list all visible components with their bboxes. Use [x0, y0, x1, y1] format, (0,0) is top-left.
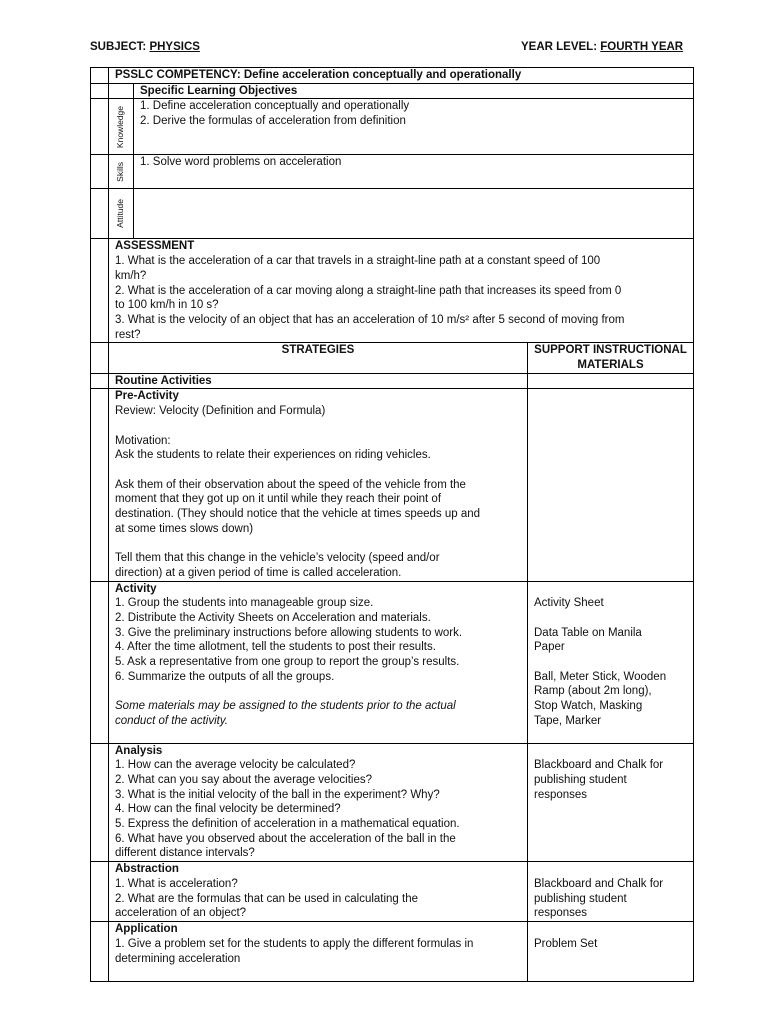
margin-cell: [91, 99, 109, 155]
routine-label: Routine Activities: [109, 373, 528, 389]
conclusion-line: direction) at a given period of time is called acceleration.: [115, 566, 402, 579]
margin-cell: [91, 922, 109, 982]
attitude-row: [91, 189, 694, 239]
pre-activity-title: Pre-Activity: [115, 390, 179, 403]
abstraction-question: 2. What are the formulas that can be used in calculating the: [115, 892, 419, 905]
abstraction-question: 1. What is acceleration?: [115, 877, 238, 890]
skills-row: [91, 155, 694, 189]
analysis-question: 2. What can you say about the average velocities?: [115, 773, 372, 786]
activity-title: Activity: [115, 582, 157, 595]
subject-value: PHYSICS: [149, 41, 200, 53]
material-activity-sheet: Activity Sheet: [534, 597, 604, 610]
activity-row: [91, 581, 694, 743]
analysis-question: 1. How can the average velocity be calculated?: [115, 759, 356, 772]
application-materials: [528, 922, 694, 982]
assessment-line: 2. What is the acceleration of a car moving along a straight-line path that increases its speed from 0: [115, 284, 622, 297]
pre-activity-row: [91, 389, 694, 581]
observation-line: moment that they got up on it until while they reach their point of: [115, 493, 442, 506]
observation-line: destination. (They should notice that the vehicle at times speeds up and: [115, 508, 481, 521]
attitude-label-cell: [109, 189, 134, 239]
margin-cell: [91, 862, 109, 922]
assessment-line: to 100 km/h in 10 s?: [115, 299, 219, 312]
abstraction-material-line: responses: [534, 907, 588, 920]
skills-label-cell: [109, 155, 134, 189]
assessment-line: 1. What is the acceleration of a car that travels in a straight-line path at a constant speed of 100: [115, 255, 601, 268]
analysis-cell: [109, 743, 528, 862]
margin-cell: [91, 389, 109, 581]
application-task: determining acceleration: [115, 952, 241, 965]
assessment-row: [91, 239, 694, 343]
assessment-title: ASSESSMENT: [115, 240, 195, 253]
margin-cell: [91, 239, 109, 343]
material-equipment: Tape, Marker: [534, 714, 602, 727]
margin-cell: [91, 155, 109, 189]
subject-label: SUBJECT:: [90, 41, 147, 53]
analysis-material-line: Blackboard and Chalk for: [534, 759, 664, 772]
routine-materials: [528, 373, 694, 389]
activity-step: 5. Ask a representative from one group to report the group’s results.: [115, 656, 460, 669]
skills-item: 1. Solve word problems on acceleration: [140, 156, 342, 169]
skills-label: Skills: [115, 161, 125, 182]
margin-cell: [91, 83, 109, 99]
knowledge-item: 2. Derive the formulas of acceleration from definition: [140, 115, 406, 128]
knowledge-label-cell: [109, 99, 134, 155]
application-material: Problem Set: [534, 937, 598, 950]
pre-activity-materials: [528, 389, 694, 581]
analysis-material-line: responses: [534, 788, 588, 801]
material-equipment: Stop Watch, Masking: [534, 700, 643, 713]
assessment-cell: [109, 239, 694, 343]
margin-cell: [91, 343, 109, 373]
abstraction-title: Abstraction: [115, 863, 179, 876]
margin-cell: [91, 743, 109, 862]
knowledge-objectives: [134, 99, 694, 155]
application-cell: [109, 922, 528, 982]
analysis-title: Analysis: [115, 744, 163, 757]
objectives-title: Specific Learning Objectives: [134, 83, 694, 99]
attitude-objectives: [134, 189, 694, 239]
objectives-title-row: [91, 83, 694, 99]
assessment-line: rest?: [115, 328, 141, 341]
activity-note: Some materials may be assigned to the students prior to the actual: [115, 700, 456, 713]
strategies-header: STRATEGIES: [109, 343, 528, 373]
column-header-row: [91, 343, 694, 373]
analysis-question: different distance intervals?: [115, 847, 255, 860]
assessment-line: km/h?: [115, 269, 147, 282]
observation-line: Ask them of their observation about the speed of the vehicle from the: [115, 478, 466, 491]
lesson-plan-table: [90, 67, 694, 982]
abstraction-cell: [109, 862, 528, 922]
assessment-line: 3. What is the velocity of an object that has an acceleration of 10 m/s² after 5 second of moving from: [115, 313, 625, 326]
analysis-question: 4. How can the final velocity be determined?: [115, 803, 341, 816]
analysis-material-line: publishing student: [534, 773, 627, 786]
knowledge-item: 1. Define acceleration conceptually and operationally: [140, 100, 410, 113]
review-text: Review: Velocity (Definition and Formula): [115, 405, 326, 418]
activity-step: 2. Distribute the Activity Sheets on Acceleration and materials.: [115, 611, 431, 624]
subject-header: [90, 40, 200, 55]
analysis-question: 6. What have you observed about the acceleration of the ball in the: [115, 832, 456, 845]
application-row: [91, 922, 694, 982]
material-data-table: Paper: [534, 641, 565, 654]
motivation-text: Ask the students to relate their experiences on riding vehicles.: [115, 449, 431, 462]
abstraction-material-line: Blackboard and Chalk for: [534, 877, 664, 890]
activity-note: conduct of the activity.: [115, 714, 228, 727]
margin-cell: [91, 581, 109, 743]
margin-cell: [91, 373, 109, 389]
application-title: Application: [115, 923, 178, 936]
year-level-header: [521, 40, 683, 55]
margin-cell: [91, 68, 109, 84]
activity-step: 6. Summarize the outputs of all the groups.: [115, 670, 335, 683]
skills-objectives: [134, 155, 694, 189]
material-equipment: Ramp (about 2m long),: [534, 685, 652, 698]
material-data-table: Data Table on Manila: [534, 626, 642, 639]
abstraction-row: [91, 862, 694, 922]
activity-materials: [528, 581, 694, 743]
margin-cell: [91, 189, 109, 239]
domain-label-cell: [109, 83, 134, 99]
knowledge-row: [91, 99, 694, 155]
knowledge-label: Knowledge: [115, 105, 125, 148]
activity-cell: [109, 581, 528, 743]
abstraction-materials: [528, 862, 694, 922]
attitude-label: Attitude: [115, 199, 125, 229]
materials-header: SUPPORT INSTRUCTIONAL MATERIALS: [528, 343, 694, 373]
material-equipment: Ball, Meter Stick, Wooden: [534, 670, 667, 683]
application-task: 1. Give a problem set for the students to apply the different formulas in: [115, 937, 474, 950]
conclusion-line: Tell them that this change in the vehicle’s velocity (speed and/or: [115, 552, 440, 565]
activity-step: 3. Give the preliminary instructions before allowing students to work.: [115, 626, 463, 639]
pre-activity-cell: [109, 389, 528, 581]
abstraction-material-line: publishing student: [534, 892, 627, 905]
analysis-materials: [528, 743, 694, 862]
activity-step: 1. Group the students into manageable group size.: [115, 597, 374, 610]
competency-text: PSSLC COMPETENCY: Define acceleration conceptually and operationally: [109, 68, 694, 84]
observation-line: at some times slows down): [115, 522, 254, 535]
routine-row: [91, 373, 694, 389]
motivation-title: Motivation:: [115, 434, 171, 447]
year-level-label: YEAR LEVEL:: [521, 41, 598, 53]
competency-row: [91, 68, 694, 84]
year-level-value: FOURTH YEAR: [600, 41, 684, 53]
analysis-question: 5. Express the definition of acceleration in a mathematical equation.: [115, 818, 460, 831]
abstraction-question: acceleration of an object?: [115, 907, 247, 920]
analysis-question: 3. What is the initial velocity of the ball in the experiment? Why?: [115, 788, 440, 801]
activity-step: 4. After the time allotment, tell the students to post their results.: [115, 641, 436, 654]
analysis-row: [91, 743, 694, 862]
